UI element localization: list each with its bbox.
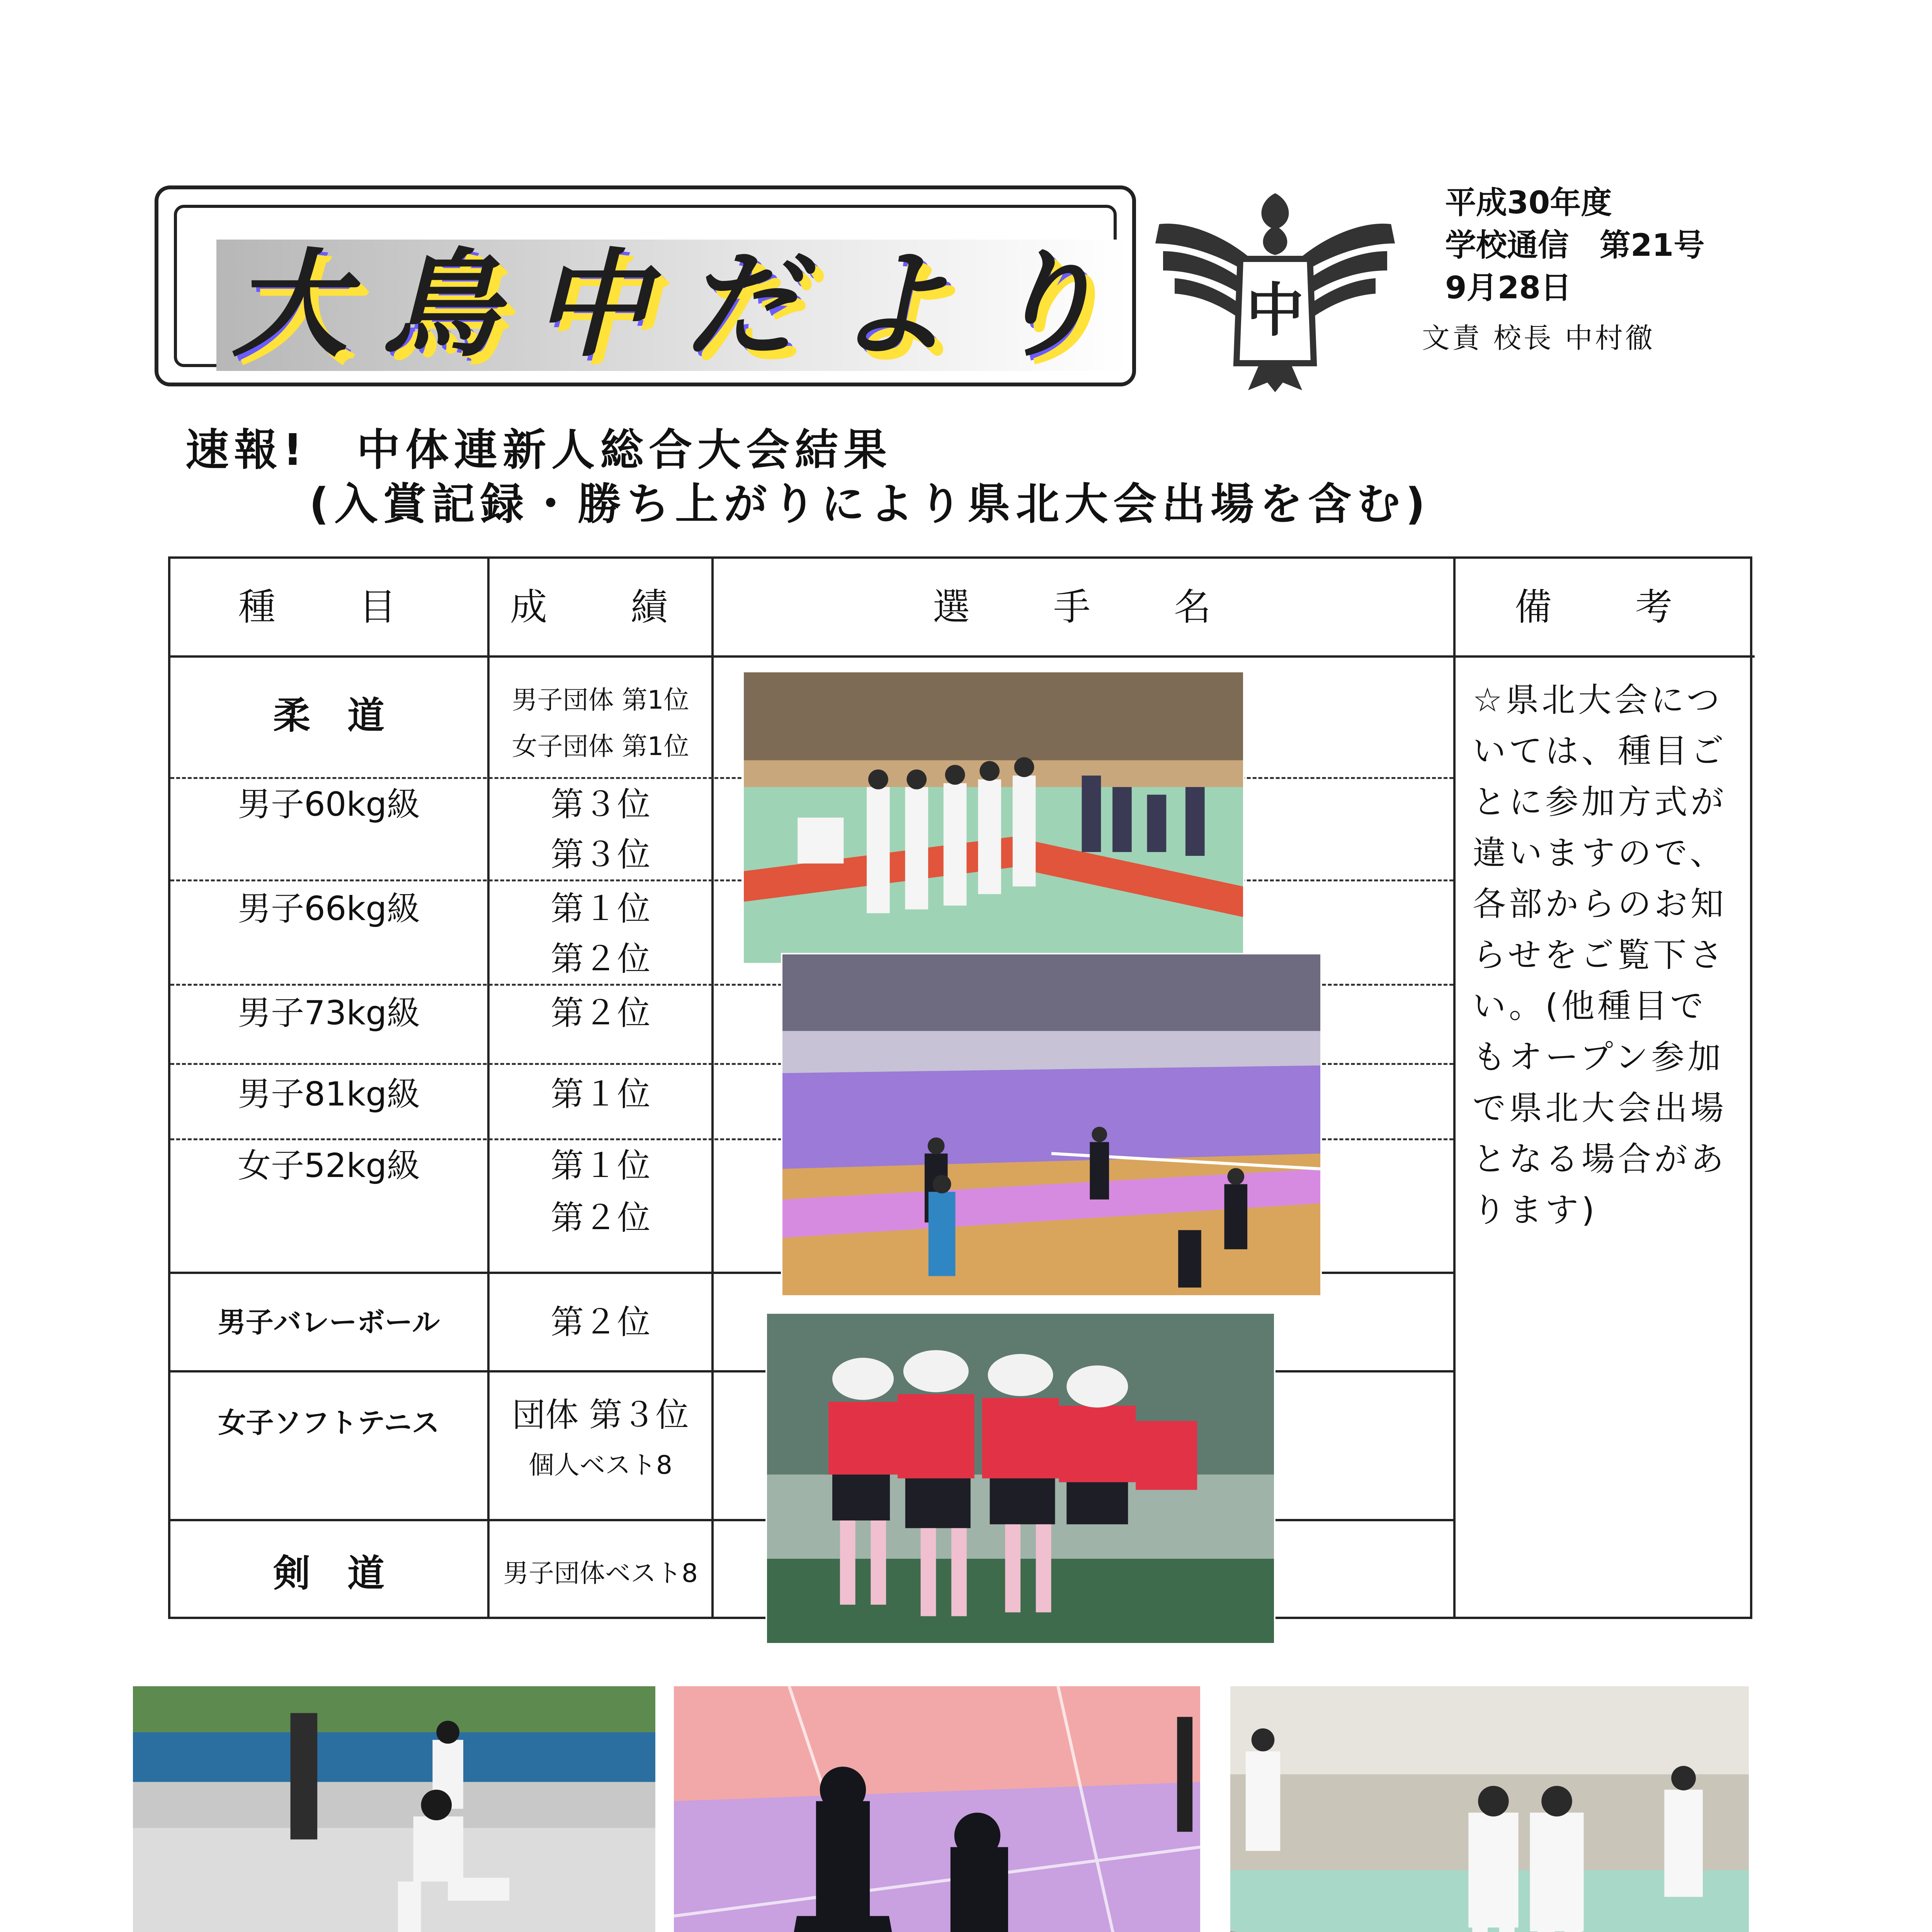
fiscal-year: 平成30年度 xyxy=(1445,185,1612,221)
event-66kg: 男子66kg級 xyxy=(238,889,420,928)
photo-volleyball xyxy=(781,953,1322,1297)
result-judo-boys-team: 男子団体 第1位 xyxy=(512,685,689,715)
photo-soft-tennis xyxy=(765,1312,1276,1645)
photo-baseball xyxy=(131,1685,657,1932)
result-66kg-a: 第１位 xyxy=(551,889,650,928)
result-66kg-b: 第２位 xyxy=(551,940,650,978)
issue-number: 学校通信 第21号 xyxy=(1445,227,1705,263)
result-60kg-b: 第３位 xyxy=(551,835,650,874)
notes-text: ☆県北大会については、種目ごとに参加方式が違いますので、各部からのお知らせをご覧下さい。(他種目でもオープン参加で県北大会出場となる場合があります) xyxy=(1473,681,1727,1230)
photo-kendo xyxy=(672,1685,1202,1932)
header-event: 種 目 xyxy=(238,585,419,629)
header-players: 選 手 名 xyxy=(933,585,1234,629)
header-result: 成 績 xyxy=(510,585,691,629)
newsletter-title: 大鳥中だより xyxy=(232,238,1136,372)
event-81kg: 男子81kg級 xyxy=(238,1075,420,1114)
event-52kg: 女子52kg級 xyxy=(238,1146,420,1185)
results-table xyxy=(168,556,1752,1619)
headline-main: 速報! 中体連新人総合大会結果 xyxy=(185,425,893,475)
event-soft-tennis: 女子ソフトテニス xyxy=(218,1406,440,1439)
event-kendo: 剣 道 xyxy=(273,1552,384,1595)
result-60kg-a: 第３位 xyxy=(551,785,650,824)
issue-date: 9月28日 xyxy=(1445,270,1571,306)
photo-judo-match xyxy=(1229,1685,1750,1932)
result-52kg-b: 第２位 xyxy=(551,1199,650,1237)
event-73kg: 男子73kg級 xyxy=(238,994,420,1032)
result-tennis-team: 団体 第３位 xyxy=(512,1396,689,1434)
result-81kg: 第１位 xyxy=(551,1075,650,1114)
photo-judo-team xyxy=(742,671,1245,964)
result-73kg: 第２位 xyxy=(551,994,650,1032)
event-60kg: 男子60kg級 xyxy=(238,785,420,824)
headline-sub: (入賞記録・勝ち上がりにより県北大会出場を含む) xyxy=(309,479,1431,529)
result-kendo: 男子団体ベスト8 xyxy=(503,1558,698,1588)
event-volleyball: 男子バレーボール xyxy=(218,1306,440,1338)
emblem-char: 中 xyxy=(1246,277,1304,344)
result-volleyball: 第２位 xyxy=(551,1303,650,1342)
result-52kg-a: 第１位 xyxy=(551,1146,650,1185)
school-emblem-icon xyxy=(1144,178,1406,394)
responsible-person: 文責 校長 中村徹 xyxy=(1422,322,1655,354)
result-judo-girls-team: 女子団体 第1位 xyxy=(512,731,689,761)
header-notes: 備 考 xyxy=(1515,585,1696,629)
result-tennis-individual: 個人ベスト8 xyxy=(529,1450,672,1480)
event-judo: 柔 道 xyxy=(273,694,384,737)
header-rule xyxy=(170,655,1755,658)
column-rule xyxy=(711,559,714,1617)
column-rule xyxy=(1453,559,1456,1617)
